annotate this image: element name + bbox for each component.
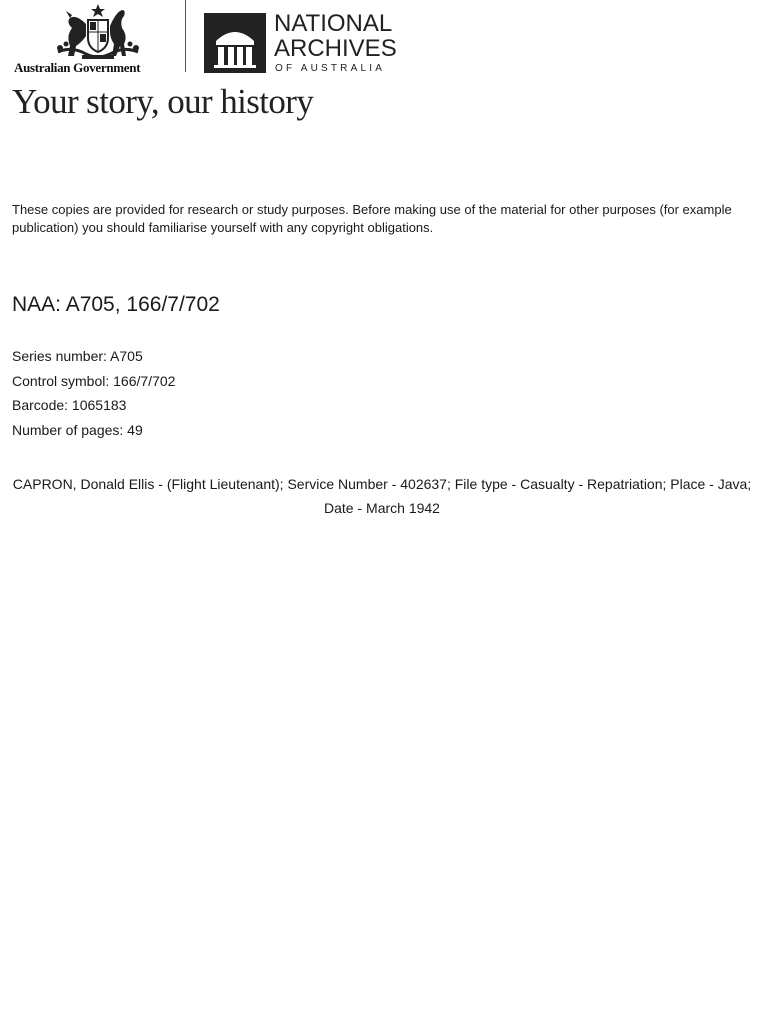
control-symbol: Control symbol: 166/7/702 bbox=[12, 372, 176, 389]
tagline: Your story, our history bbox=[12, 82, 314, 121]
page-header bbox=[12, 0, 412, 125]
national-archives-building-icon bbox=[204, 13, 266, 73]
archives-name-line3: OF AUSTRALIA bbox=[275, 63, 386, 74]
series-number: Series number: A705 bbox=[12, 348, 143, 364]
record-description: CAPRON, Donald Ellis - (Flight Lieutenant); Service Number - 402637; File type - Casualty - Repatriation; Place - Java; Date - March 1942 bbox=[12, 476, 752, 516]
page-count: Number of pages: 49 bbox=[12, 421, 143, 438]
record-metadata bbox=[12, 344, 175, 442]
header-divider bbox=[185, 0, 186, 72]
record-title: NAA: A705, 166/7/702 bbox=[12, 293, 220, 316]
barcode: Barcode: 1065183 bbox=[12, 397, 127, 413]
copyright-disclaimer: These copies are provided for research or study purposes. Before making use of the material for other purposes (for example publication) you should familiarise yourself with any copyright obligations. bbox=[12, 202, 732, 235]
archives-name-line1: NATIONAL bbox=[274, 10, 393, 37]
archives-name-line2: ARCHIVES bbox=[274, 35, 397, 62]
commonwealth-coat-of-arms-icon bbox=[52, 2, 144, 62]
government-label: Australian Government bbox=[14, 60, 141, 75]
